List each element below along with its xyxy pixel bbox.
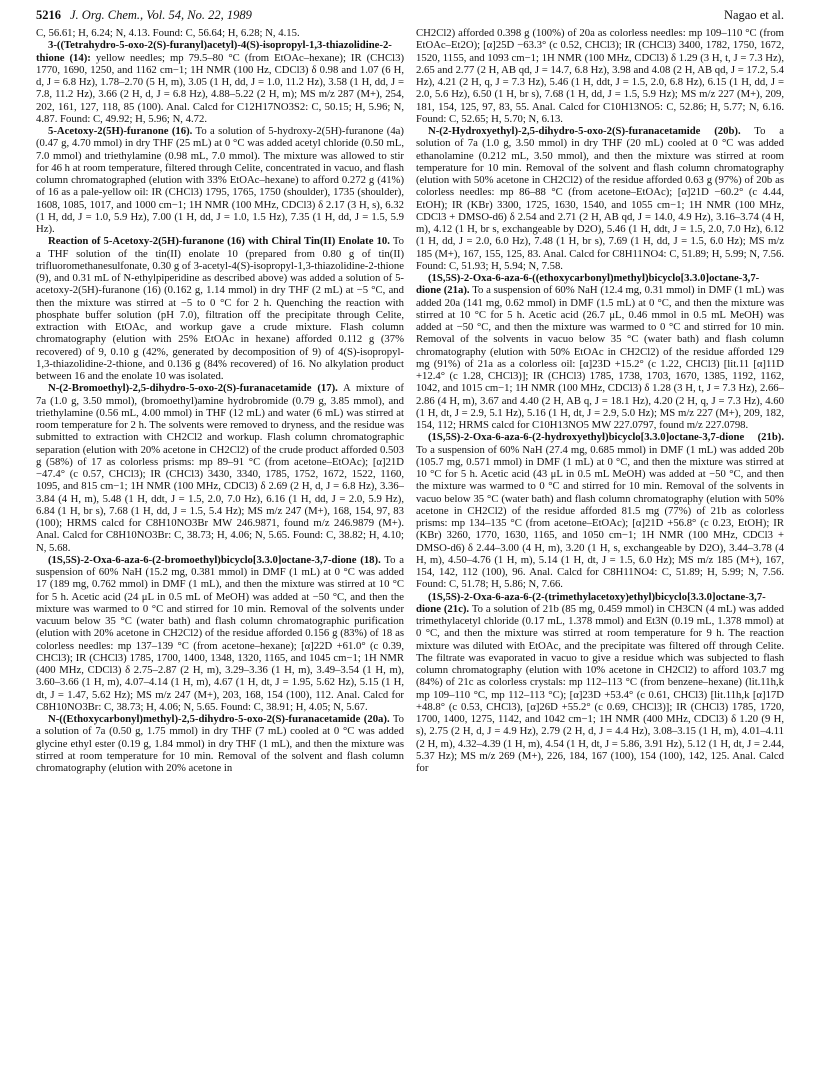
- paragraph-text: To a solution of 21b (85 mg, 0.459 mmol) in CH3CN (4 mL) was added trimethylacetyl chloride (0.17 mL, 1.378 mmol) and Et3N (0.19 mL, 1.378 mmol) at 0 °C, and then the mixture was stirred at room temperature for 9 h. The reaction mixture was diluted with EtOAc, and the precipitate was filtered off through Celite. The filtrate was evaporated in vacuo to give a residue which was subjected to flash column chromatography (elution with 10% acetone in CH2Cl2) to afford 103.7 mg (84%) of 21c as colorless crystals: mp 112–113 °C (from benzene–hexane) (lit.11h,k mp 109–110 °C, mp 112–113 °C); [α]23D +53.4° (c 0.61, CHCl3) [lit.11h,k [α]17D +48.8° (c 0.53, CHCl3), [α]26D +55.2° (c 0.69, CHCl3)]; IR (CHCl3) 1785, 1720, 1700, 1400, 1275, 1142, and 1042 cm−1; 1H NMR (400 MHz, CDCl3) δ 1.20 (9 H, s), 2.75 (2 H, d, J = 4.9 Hz), 2.79 (2 H, d, J = 4.4 Hz), 3.08–3.15 (1 H, m), 4.01–4.11 (2 H, m), 4.32–4.39 (1 H, m), 4.54 (1 H, dt, J = 5.86, 3.91 Hz), 5.12 (1 H, dt, J = 2.44, 5.37 Hz); MS m/z 269 (M+), 226, 184, 167 (100), 154 (100), 142, 125. Anal. Calcd for: [416, 602, 784, 774]
- paragraph-text: To a THF solution of the tin(II) enolate 10 (prepared from 0.80 g of tin(II) trifluoromethanesulfonate, 0.30 g of 3-acetyl-4(S)-isopropyl-1,3-thiazolidine-2-thione (9), and 0.31 mL of N-ethylpiperidine as described above) was added a solution of 5-acetoxy-2(5H)-furanone (16) (0.162 g, 1.14 mmol) in dry THF (2 mL) at −5 °C, and then the mixture was stirred at −5 to 0 °C for 2 h. Quenching the reaction with phosphate buffer solution (pH 7.0), filtration off the precipitate through Celite, extraction with EtOAc, and workup gave a crude mixture. Flash column chromatography (elution with 25% EtOAc in hexane) afforded 0.112 g (37% recovered) of 9, 0.10 g (42%, generated by decomposition of 9) of 4(S)-isopropyl-1,3-thiazolidine-2-thione, and 0.136 g (84% recovered) of 16. No alkylation product between 16 and the enolate 10 was isolated.: [36, 235, 404, 382]
- paragraph: [36, 235, 404, 382]
- compound-heading: (1S,5S)-2-Oxa-6-aza-6-(2-bromoethyl)bicyclo[3.3.0]octane-3,7-dione (18).: [48, 553, 381, 566]
- paragraph: [36, 27, 404, 39]
- running-header: [36, 8, 784, 28]
- running-author: Nagao et al.: [723, 8, 784, 22]
- compound-heading: (1S,5S)-2-Oxa-6-aza-6-((ethoxycarbonyl)methyl)bicyclo[3.3.0]octane-3,7-dione (21a).: [416, 272, 760, 297]
- paragraph: [36, 125, 404, 235]
- paragraph-text: A mixture of 7a (1.0 g, 3.50 mmol), (bromoethyl)amine hydrobromide (0.79 g, 3.85 mmol), and triethylamine (0.56 mL, 4.00 mmol) in THF (12 mL) and water (6 mL) was stirred at room temperature for 2 h. The solvents were removed to dryness, and the residue was submitted to extraction with CH2Cl2 and workup. Flash column chromatographic separation (elution with 20% acetone in CH2Cl2) of the crude product afforded 0.503 g (58%) of 17 as colorless prisms: mp 89–91 °C (from acetone–EtOAc); [α]21D −47.4° (c 0.57, CHCl3); IR (CHCl3) 3430, 3340, 1785, 1752, 1672, 1522, 1160, 1095, and 815 cm−1; 1H NMR (100 MHz, CDCl3) δ 2.69 (2 H, d, J = 6.8 Hz), 3.36–3.84 (4 H, m), 5.48 (1 H, ddt, J = 1.5, 2.0, 7.0 Hz), 6.16 (1 H, dd, J = 2.0, 5.9 Hz), 6.84 (1 H, br s), 7.68 (1 H, dd, J = 1.5, 5.4 Hz); MS m/z 247 (M+), 168, 154, 97, 83 (100); HRMS calcd for C8H10NO3Br MW 246.9871, found m/z 246.9879 (M+). Anal. Calcd for C8H10NO3Br: C, 38.73; H, 4.06; N, 5.65. Found: C, 38.82; H, 4.10; N, 5.68.: [36, 382, 404, 554]
- paragraph-text: CH2Cl2) afforded 0.398 g (100%) of 20a as colorless needles: mp 109–110 °C (from EtOAc–Et2O); [α]25D −63.3° (c 0.52, CHCl3); IR (CHCl3) 3400, 1782, 1750, 1672, 1520, 1155, and 1093 cm−1; 1H NMR (100 MHz, CDCl3) δ 1.29 (3 H, t, J = 7.3 Hz), 2.65 and 2.77 (2 H, AB qd, J = 14.7, 6.8 Hz), 3.98 and 4.08 (2 H, AB qd, J = 17.2, 5.4 Hz), 4.21 (2 H, q, J = 7.3 Hz), 5.46 (1 H, ddt, J = 1.5, 2.0, 6.8 Hz), 6.15 (1 H, dd, J = 2.0, 5.6 Hz), 6.50 (1 H, br s), 7.68 (1 H, dd, J = 1.5, 5.9 Hz); MS m/z 227 (M+), 209, 181, 154, 125, 97, 83, 55. Anal. Calcd for C10H13NO5: C, 52.86; H, 5.77; N, 6.16. Found: C, 52.65; H, 5.70; N, 6.13.: [416, 27, 784, 125]
- compound-heading: N-(2-Hydroxyethyl)-2,5-dihydro-5-oxo-2(S)-furanacetamide (20b).: [428, 125, 741, 137]
- paragraph-text: To a solution of 7a (0.50 g, 1.75 mmol) in dry THF (7 mL) cooled at 0 °C was added glycine ethyl ester (0.19 g, 1.84 mmol) in dry THF (1 mL), and then the mixture was stirred at room temperature for 10 min. Removal of the solvent and flash column chromatography (elution with 20% acetone in: [36, 713, 404, 774]
- compound-heading: (1S,5S)-2-Oxa-6-aza-6-(2-hydroxyethyl)bicyclo[3.3.0]octane-3,7-dione (21b).: [428, 431, 784, 444]
- paragraph-text: To a solution of 5-hydroxy-2(5H)-furanone (4a) (0.47 g, 4.70 mmol) in dry THF (25 mL) at 0 °C was added acetyl chloride (0.50 mL, 7.0 mmol) and triethylamine (0.98 mL, 7.0 mmol). The mixture was allowed to stir for 46 h at room temperature, filtered through Celite, concentrated in vacuo, and flash column chromatographed (elution with 33% EtOAc–hexane) to afford 0.272 g (41%) of 16 as a pale-yellow oil: IR (CHCl3) 1795, 1765, 1750 (shoulder), 1735 (shoulder), 1608, 1085, 1017, and 1000 cm−1; 1H NMR (100 MHz, CDCl3) δ 2.17 (3 H, s), 6.32 (1 H, dd, J = 1.0, 5.9 Hz), 7.00 (1 H, dd, J = 1.0, 1.5 Hz), 7.35 (1 H, dd, J = 1.5, 5.9 Hz).: [36, 125, 404, 235]
- compound-heading: (1S,5S)-2-Oxa-6-aza-6-(2-(trimethylacetoxy)ethyl)bicyclo[3.3.0]octane-3,7-dione (21c).: [416, 590, 766, 615]
- paragraph-text: C, 56.61; H, 6.24; N, 4.13. Found: C, 56.64; H, 6.28; N, 4.15.: [36, 27, 300, 39]
- compound-heading: 3-((Tetrahydro-5-oxo-2(S)-furanyl)acetyl)-4(S)-isopropyl-1,3-thiazolidine-2-thione (14):: [36, 39, 392, 64]
- paragraph: [36, 713, 404, 774]
- paragraph: [416, 272, 784, 431]
- paragraph-text: yellow needles; mp 79.5–80 °C (from EtOAc–hexane); IR (CHCl3) 1770, 1690, 1250, and 1162 cm−1; 1H NMR (100 Hz, CDCl3) δ 0.98 and 1.07 (6 H, d, J = 6.8 Hz), 1.78–2.70 (5 H, m), 3.05 (1 H, dd, J = 1.0, 11.2 Hz), 3.58 (1 H, dd, J = 7.8, 11.2 Hz), 3.66 (2 H, d, J = 6.8 Hz), 4.88–5.22 (2 H, m); MS m/z 287 (M+), 254, 202, 161, 127, 118, 85 (100). Anal. Calcd for C12H17NO3S2: C, 50.15; H, 5.96; N, 4.87. Found: C, 49.92; H, 5.96; N, 4.72.: [36, 51, 404, 125]
- compound-heading: Reaction of 5-Acetoxy-2(5H)-furanone (16) with Chiral Tin(II) Enolate 10.: [48, 235, 390, 248]
- paragraph: [36, 39, 404, 125]
- paragraph: [416, 591, 784, 775]
- paragraph-text: To a suspension of 60% NaH (15.2 mg, 0.381 mmol) in DMF (1 mL) at 0 °C was added 17 (189 mg, 0.762 mmol) in DMF (1 mL), and then the mixture was stirred at 10 °C for 5 h. Acetic acid (24 μL in 0.5 mL of MeOH) was added at −50 °C, and then the mixture was warmed to 0 °C and stirred for 10 min. Removal of the solvents under vacuum below 35 °C (water bath) and flash column chromatographic purification (elution with 20% acetone in CH2Cl2) of the residue afforded 0.156 g (83%) of 18 as colorless needles: mp 137–139 °C (from acetone–hexane); [α]22D +61.0° (c 0.39, CHCl3); IR (CHCl3) 1785, 1700, 1400, 1348, 1320, 1165, and 1045 cm−1; 1H NMR (400 MHz, CDCl3) δ 2.75–2.87 (2 H, m), 3.29–3.36 (1 H, m), 3.49–3.54 (1 H, m), 3.60–3.66 (1 H, m), 4.07–4.14 (1 H, m), 4.67 (1 H, dt, J = 1.95, 5.62 Hz), 5.15 (1 H, dt, J = 1.47, 5.62 Hz); MS m/z 247 (M+), 203, 168, 154 (100), 112. Anal. Calcd for C8H10NO3Br: C, 38.73; H, 4.06; N, 5.65. Found: C, 38.91; H, 4.05; N, 5.67.: [36, 553, 404, 713]
- paragraph-text: To a solution of 7a (1.0 g, 3.50 mmol) in dry THF (20 mL) cooled at 0 °C was added ethanolamine (0.212 mL, 3.50 mmol), and then the mixture was stirred at room temperature for 10 min. Removal of the solvent and flash column chromatography (elution with 50% acetone in CH2Cl2) of the residue afforded 0.63 g (97%) of 20b as colorless needles: mp 86–88 °C (from acetone–EtOAc); [α]21D −60.2° (c 4.44, EtOH); IR (KBr) 3300, 1725, 1630, 1540, and 1055 cm−1; 1H NMR (100 MHz, CDCl3 + DMSO-d6) δ 2.54 and 2.71 (2 H, AB qd, J = 14.0, 4.9 Hz), 3.16–3.74 (4 H, m), 4.12 (1 H, br s, exchangeable by D2O), 5.46 (1 H, ddt, J = 1.5, 2.0, 7.0 Hz), 6.12 (1 H, dd, J = 2.0, 6.0 Hz), 7.48 (1 H, br s), 7.69 (1 H, dd, J = 1.5, 6.0 Hz); MS m/z 185 (M+), 167, 155, 125, 83. Anal. Calcd for C8H11NO4: C, 51.89; H, 5.99; N, 7.56. Found: C, 51.93; H, 5.94; N, 7.58.: [416, 125, 784, 272]
- compound-heading: 5-Acetoxy-2(5H)-furanone (16).: [48, 125, 193, 137]
- paragraph: [416, 431, 784, 590]
- paragraph-text: To a suspension of 60% NaH (27.4 mg, 0.685 mmol) in DMF (1 mL) was added 20b (105.7 mg, 0.571 mmol) in DMF (1 mL) at 0 °C, and then the mixture was stirred at 10 °C for 5 h. Acetic acid (43 μL in 0.5 mL MeOH) was added at −50 °C, and then the mixture was warmed to 0 °C and stirred for 10 min. Removal of the solvents in vacuo below 35 °C (water bath) and flash column chromatography (elution with 50% acetone in CH2Cl2) of the residue afforded 81.5 mg (77%) of 21b as colorless prisms: mp 134–135 °C (from acetone–EtOAc); [α]21D +56.8° (c 0.23, EtOH); IR (KBr) 3260, 1770, 1630, 1165, and 1050 cm−1; 1H NMR (100 MHz, CDCl3 + DMSO-d6) δ 2.44–3.00 (4 H, m), 3.20 (1 H, s, exchangeable by D2O), 3.44–3.78 (4 H, m), 4.50–4.76 (1 H, m), 5.14 (1 H, dt, J = 1.5, 6.0 Hz); MS m/z 185 (M+), 167, 154, 142, 112 (100), 96. Anal. Calcd for C8H11NO4: C, 51.89; H, 5.99; N, 7.56. Found: C, 51.78; H, 5.86; N, 7.66.: [416, 443, 784, 591]
- left-column: [36, 27, 404, 1062]
- page-number: 5216: [36, 8, 61, 22]
- paragraph: [36, 382, 404, 554]
- compound-heading: N-((Ethoxycarbonyl)methyl)-2,5-dihydro-5-oxo-2(S)-furanacetamide (20a).: [48, 713, 390, 725]
- right-column: [416, 27, 784, 1062]
- paragraph-text: To a suspension of 60% NaH (12.4 mg, 0.31 mmol) in DMF (1 mL) was added 20a (141 mg, 0.62 mmol) in DMF (1.5 mL) at 0 °C, and then the mixture was stirred at 10 °C for 5 h. Acetic acid (26.7 μL, 0.46 mmol in 0.5 mL MeOH) was added at −50 °C, and then the mixture was warmed to 0 °C and stirred for 10 min. Removal of the solvents in vacuo below 35 °C (water bath) and flash column chromatography (elution with 50% EtOAc in CH2Cl2) of the residue afforded 129 mg (91%) of 21a as a colorless oil: [α]23D +15.2° (c 1.22, CHCl3) [lit.11 [α]11D +12.4° (c 1.28, CHCl3)]; IR (CHCl3) 1785, 1738, 1703, 1670, 1385, 1192, 1162, 1042, and 1015 cm−1; 1H NMR (100 MHz, CDCl3) δ 1.28 (3 H, t, J = 7.3 Hz), 2.66–2.86 (4 H, m), 3.67 and 4.40 (2 H, AB q, J = 18.1 Hz), 4.20 (2 H, q, J = 7.3 Hz), 4.60 (1 H, dt, J = 2.9, 5.1 Hz), 5.16 (1 H, dt, J = 2.9, 5.0 Hz); MS m/z 227 (M+), 209, 182, 154, 112; HRMS calcd for C10H13NO5 MW 227.0797, found m/z 227.0798.: [416, 284, 784, 431]
- compound-heading: N-(2-Bromoethyl)-2,5-dihydro-5-oxo-2(S)-furanacetamide (17).: [48, 382, 338, 395]
- paragraph: [416, 27, 784, 125]
- paragraph: [36, 554, 404, 713]
- journal-citation: J. Org. Chem., Vol. 54, No. 22, 1989: [70, 8, 252, 22]
- paragraph: [416, 125, 784, 272]
